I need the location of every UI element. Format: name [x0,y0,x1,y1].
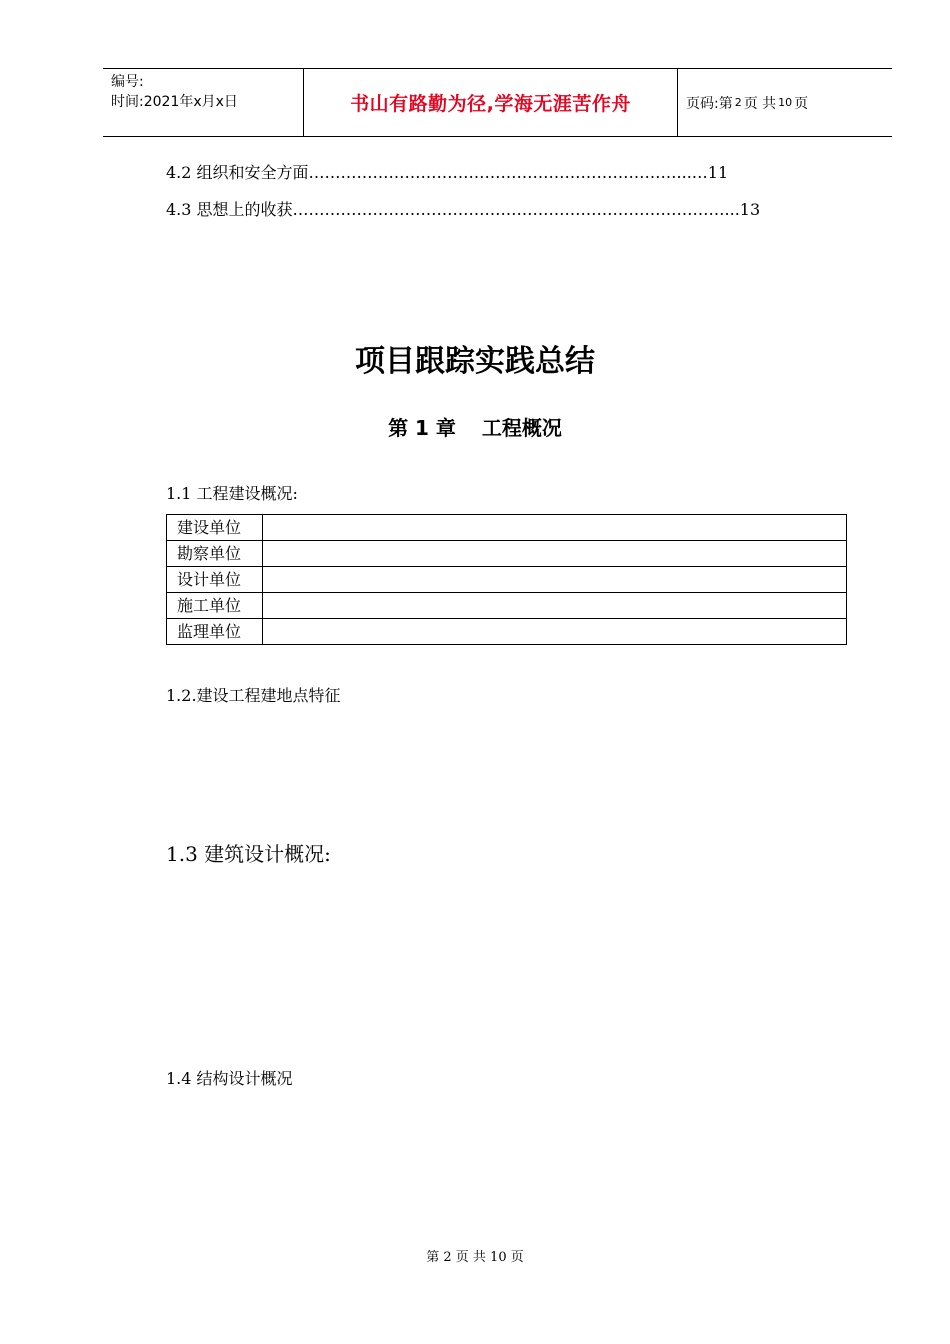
page-header [103,68,892,137]
page-footer: 第 2 页 共 10 页 [426,1250,524,1265]
chapter-name: 工程概况 [481,416,562,440]
table-row [167,567,847,593]
page-number: 2 [734,96,742,109]
unit-label: 监理单位 [167,619,263,645]
page-mid: 页 共 [743,95,777,112]
chapter-heading [0,412,950,441]
document-number-label: 编号: [111,74,144,90]
table-row [167,593,847,619]
toc-entry: 4.2 组织和安全方面……………………………………………………………...…11 [166,163,729,182]
document-title: 项目跟踪实践总结 [355,344,595,379]
header-page-info [686,69,808,136]
unit-value [263,541,847,567]
unit-value [263,619,847,645]
page-total: 10 [778,96,793,109]
table-row [167,515,847,541]
document-time-label: 时间:2021年x月x日 [111,94,238,110]
unit-value [263,593,847,619]
section-heading: 1.4 结构设计概况 [166,1069,293,1088]
unit-label: 施工单位 [167,593,263,619]
table-row [167,541,847,567]
unit-value [263,567,847,593]
toc-entry: 4.3 思想上的收获………………………………………………………………………...13 [166,200,761,219]
unit-value [263,515,847,541]
unit-label: 勘察单位 [167,541,263,567]
section-heading: 1.2.建设工程建地点特征 [166,686,341,705]
header-divider [677,69,678,136]
header-meta [111,72,303,112]
page-suffix: 页 [794,95,809,112]
section-heading: 1.1 工程建设概况: [166,484,298,503]
chapter-number: 第 1 章 [388,416,456,440]
header-motto: 书山有路勤为径,学海无涯苦作舟 [350,93,631,115]
table-row [167,619,847,645]
unit-label: 设计单位 [167,567,263,593]
page-prefix: 页码:第 [686,95,733,112]
section-heading: 1.3 建筑设计概况: [166,842,331,866]
units-table [166,514,847,645]
unit-label: 建设单位 [167,515,263,541]
